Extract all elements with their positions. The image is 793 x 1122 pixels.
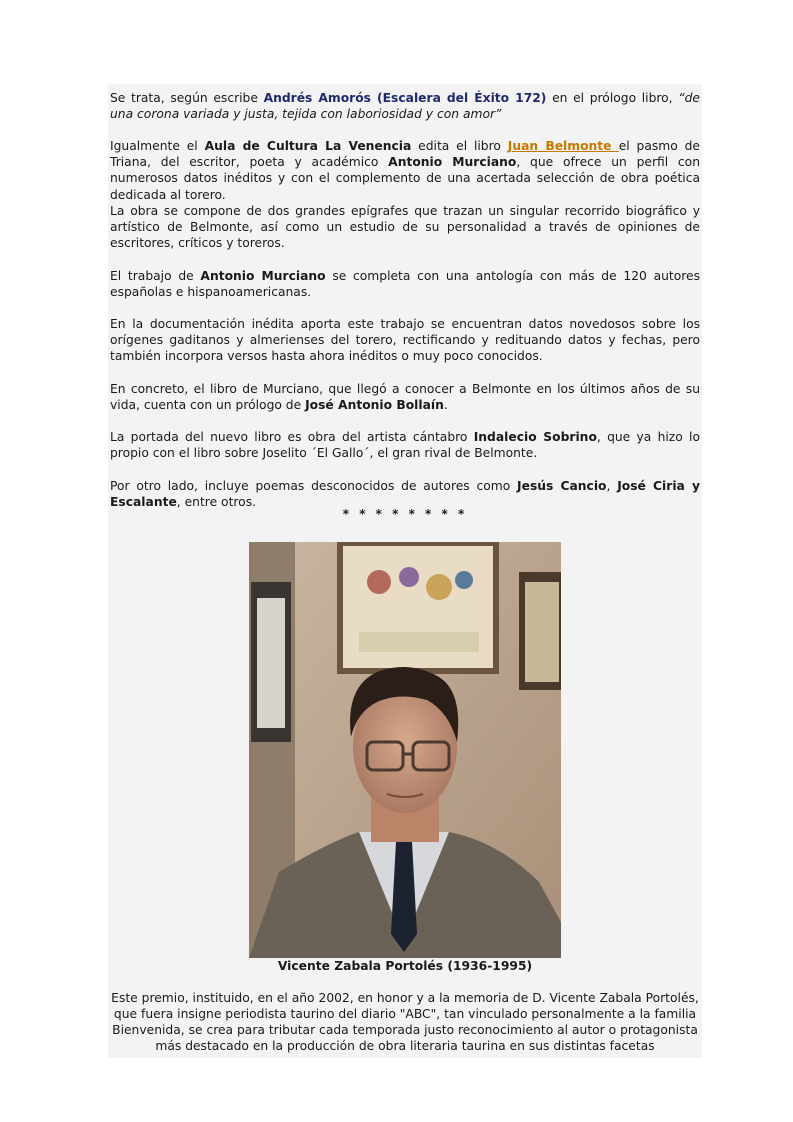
text: en el prólogo libro, (546, 91, 679, 105)
poet-name: Jesús Cancio (517, 479, 607, 493)
artist-name: Indalecio Sobrino (473, 430, 597, 444)
publisher-name: Aula de Cultura La Venencia (204, 139, 412, 153)
text: . (443, 398, 448, 413)
author-name: Antonio Murciano (200, 269, 326, 283)
paragraph-intro (110, 90, 700, 122)
paragraph-structure: La obra se compone de dos grandes epígrafes que trazan un singular recorrido biográfico y artístico de Belmonte, así como un estudio de su personalidad a través de opiniones de escritores, críticos y toreros. (110, 204, 700, 251)
paragraph-anthology (110, 268, 700, 300)
text: Por otro lado, incluye poemas desconocidos de autores como (110, 479, 518, 493)
portrait-illustration (249, 542, 561, 958)
text: se completa con una antología con más de 120 autores españolas e hispanoamericanas. (110, 269, 701, 300)
text: , que ofrece un perfil con numerosos datos inéditos y con el complemento de una acertada selección de obra poética dedicada al torero. (110, 155, 700, 202)
poet-name: José Ciria y Escalante (110, 479, 700, 510)
paragraph-book (110, 138, 700, 203)
paragraph-cover (110, 429, 700, 461)
author-name: Andrés Amorós (Escalera del Éxito 172) (263, 91, 547, 105)
portrait-photo (249, 542, 561, 958)
prologue-author: José Antonio Bollaín (305, 398, 444, 413)
quote: “de una corona variada y justa, tejida con laboriosidad y con amor” (110, 91, 700, 122)
text: , que ya hizo lo propio con el libro sobre Joselito ´El Gallo´, el gran rival de Belmonte. (110, 430, 700, 461)
text: , (606, 479, 618, 493)
paragraph-poems (110, 478, 700, 510)
text: , entre otros. (176, 495, 257, 510)
paragraph-award: Este premio, instituido, en el año 2002, en honor y a la memoria de D. Vicente Zabala Portolés, que fuera insigne periodista taurino del diario "ABC", tan vinculado personalmente a la familia Bienvenida, se crea para tributar cada temporada justo reconocimiento al autor o protagonista más destacado en la producción de obra literaria taurina en sus distintas facetas (111, 991, 699, 1053)
text: La portada del nuevo libro es obra del artista cántabro (110, 430, 474, 444)
text: Se trata, según escribe (110, 91, 264, 105)
separator: * * * * * * * * (342, 507, 468, 521)
text: En concreto, el libro de Murciano, que llegó a conocer a Belmonte en los últimos años de su vida, cuenta con un prólogo de (110, 382, 700, 413)
text: Igualmente el (110, 139, 205, 153)
text: El trabajo de (110, 269, 201, 283)
photo-caption: Vicente Zabala Portolés (1936-1995) (277, 959, 533, 973)
paragraph-prologue (110, 381, 700, 413)
paragraph-documentation: En la documentación inédita aporta este trabajo se encuentran datos novedosos sobre los orígenes gaditanos y almerienses del torero, rectificando y redituando datos y fechas, pero también incorpora versos hasta ahora inéditos o muy poco conocidos. (110, 317, 700, 364)
book-link[interactable]: Juan Belmonte (507, 139, 619, 153)
text: edita el libro (411, 139, 508, 153)
author-name: Antonio Murciano (388, 155, 517, 170)
text: el pasmo de Triana, del escritor, poeta y académico (110, 139, 701, 170)
